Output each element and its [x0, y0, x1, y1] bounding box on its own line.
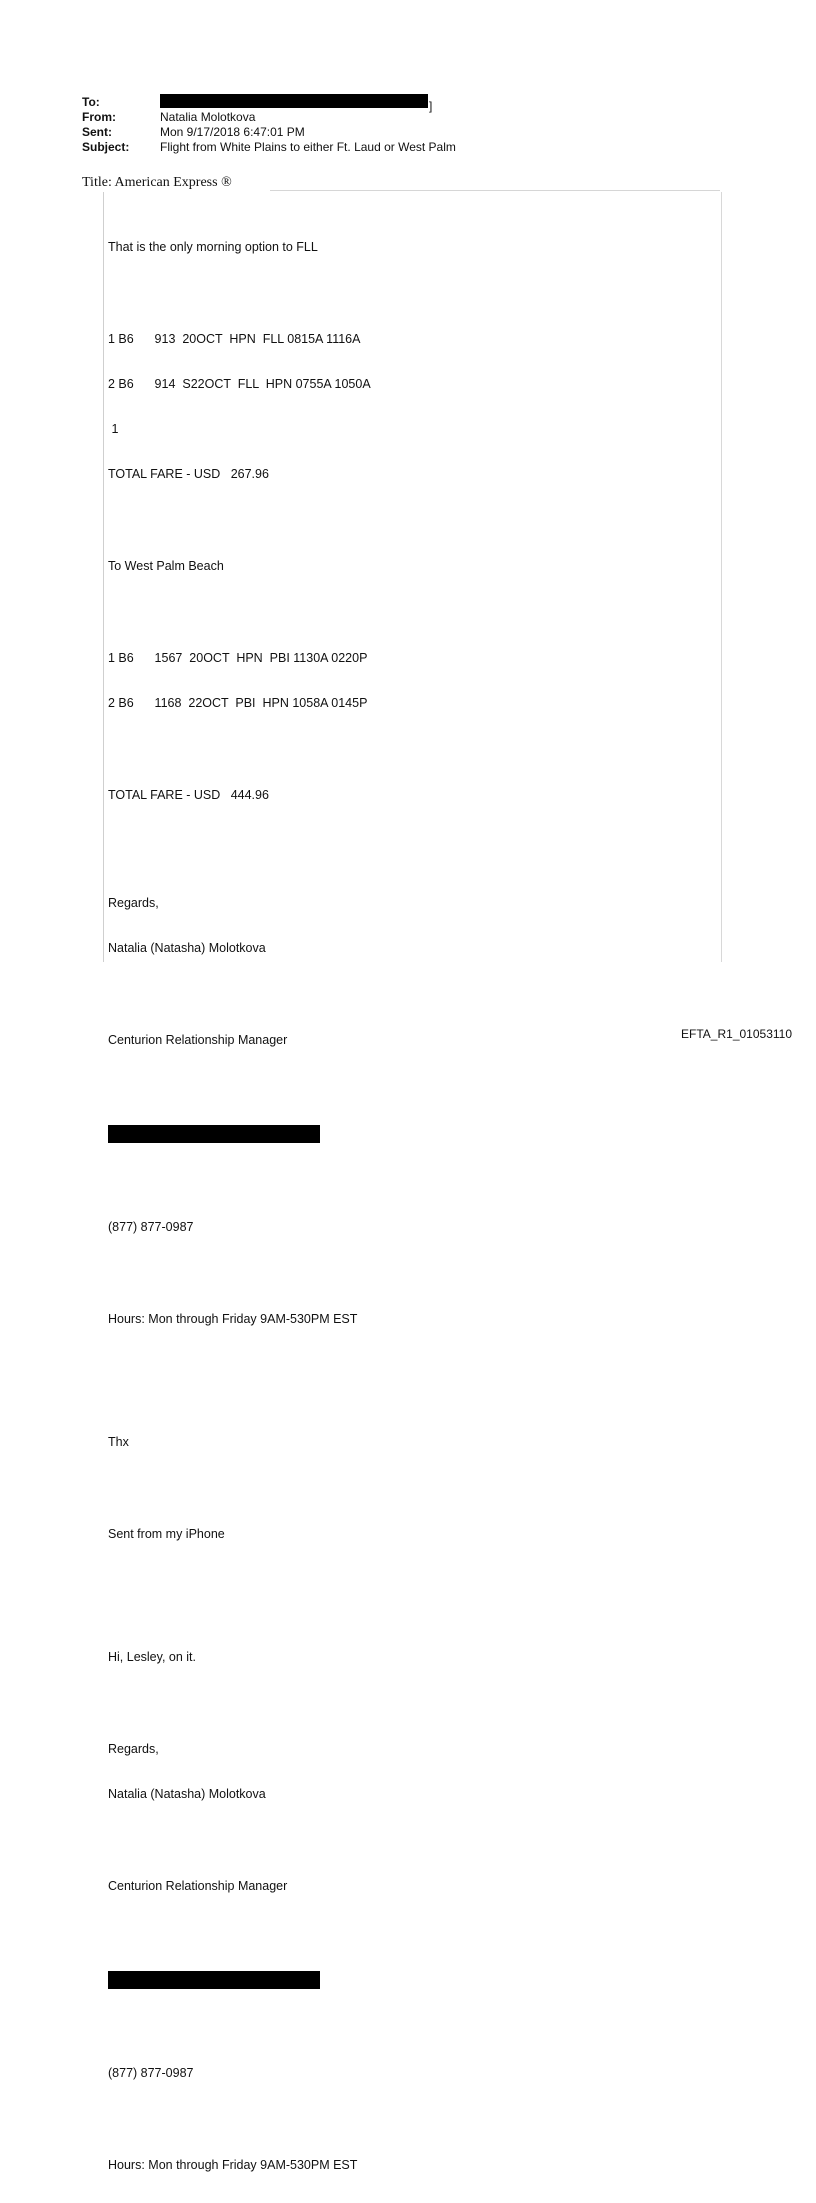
- spacer: [108, 1480, 371, 1497]
- business-hours: Hours: Mon through Friday 9AM-530PM EST: [108, 2158, 358, 2172]
- redaction-bar: [108, 1971, 320, 1989]
- body-line: Thx: [108, 1435, 129, 1449]
- spacer: [108, 1924, 371, 1941]
- total-fare: TOTAL FARE - USD 267.96: [108, 467, 269, 481]
- phone-number: (877) 877-0987: [108, 1220, 194, 1234]
- spacer: [108, 1078, 371, 1095]
- title-line: Title: American Express ®: [82, 175, 232, 190]
- sent-value: Mon 9/17/2018 6:47:01 PM: [160, 125, 305, 139]
- email-header: [82, 95, 456, 155]
- body-line: Hi, Lesley, on it.: [108, 1650, 197, 1664]
- signature-role: Centurion Relationship Manager: [108, 1033, 288, 1047]
- from-row: [82, 110, 456, 125]
- spacer: [108, 1695, 371, 1712]
- flight-line: 2 B6 1168 22OCT PBI HPN 1058A 0145P: [108, 696, 368, 710]
- spacer: [108, 2111, 371, 2128]
- signature-role: Centurion Relationship Manager: [108, 1879, 288, 1893]
- spacer: [108, 1572, 371, 1620]
- total-fare: TOTAL FARE - USD 444.96: [108, 788, 269, 802]
- spacer: [108, 1832, 371, 1849]
- spacer: [108, 833, 371, 866]
- spacer: [108, 285, 371, 302]
- document-id: EFTA_R1_01053110: [681, 1027, 792, 1041]
- regards: Regards,: [108, 896, 159, 910]
- spacer: [108, 986, 371, 1003]
- regards: Regards,: [108, 1742, 159, 1756]
- sent-label: Sent:: [82, 125, 112, 139]
- flight-line: 1 B6 1567 20OCT HPN PBI 1130A 0220P: [108, 651, 368, 665]
- spacer: [108, 604, 371, 621]
- message-body: [103, 192, 722, 2172]
- spacer: [108, 2019, 371, 2036]
- signature-name: Natalia (Natasha) Molotkova: [108, 941, 266, 955]
- from-label: From:: [82, 110, 116, 124]
- flight-line: 1 B6 913 20OCT HPN FLL 0815A 1116A: [108, 332, 361, 346]
- spacer: [108, 1173, 371, 1190]
- spacer: [108, 1265, 371, 1282]
- subject-row: [82, 140, 456, 155]
- spacer: [108, 512, 371, 529]
- subject-label: Subject:: [82, 140, 130, 154]
- body-line: That is the only morning option to FLL: [108, 240, 318, 254]
- spacer: [108, 741, 371, 758]
- signature-name: Natalia (Natasha) Molotkova: [108, 1787, 266, 1801]
- from-value: Natalia Molotkova: [160, 110, 256, 124]
- body-line: To West Palm Beach: [108, 559, 224, 573]
- body-line: Sent from my iPhone: [108, 1527, 225, 1541]
- title-divider: [270, 190, 720, 191]
- message-content: [108, 210, 371, 2203]
- redaction-bar: [108, 1125, 320, 1143]
- business-hours: Hours: Mon through Friday 9AM-530PM EST: [108, 1312, 358, 1326]
- flight-note: 1: [108, 422, 119, 436]
- redaction-bar: [160, 94, 428, 108]
- subject-value: Flight from White Plains to either Ft. Laud or West Palm: [160, 140, 456, 154]
- to-bracket: ]: [429, 99, 433, 113]
- to-row: [82, 95, 456, 113]
- phone-number: (877) 877-0987: [108, 2066, 194, 2080]
- sent-row: [82, 125, 456, 140]
- spacer: [108, 1357, 371, 1405]
- to-label: To:: [82, 95, 100, 109]
- flight-line: 2 B6 914 S22OCT FLL HPN 0755A 1050A: [108, 377, 371, 391]
